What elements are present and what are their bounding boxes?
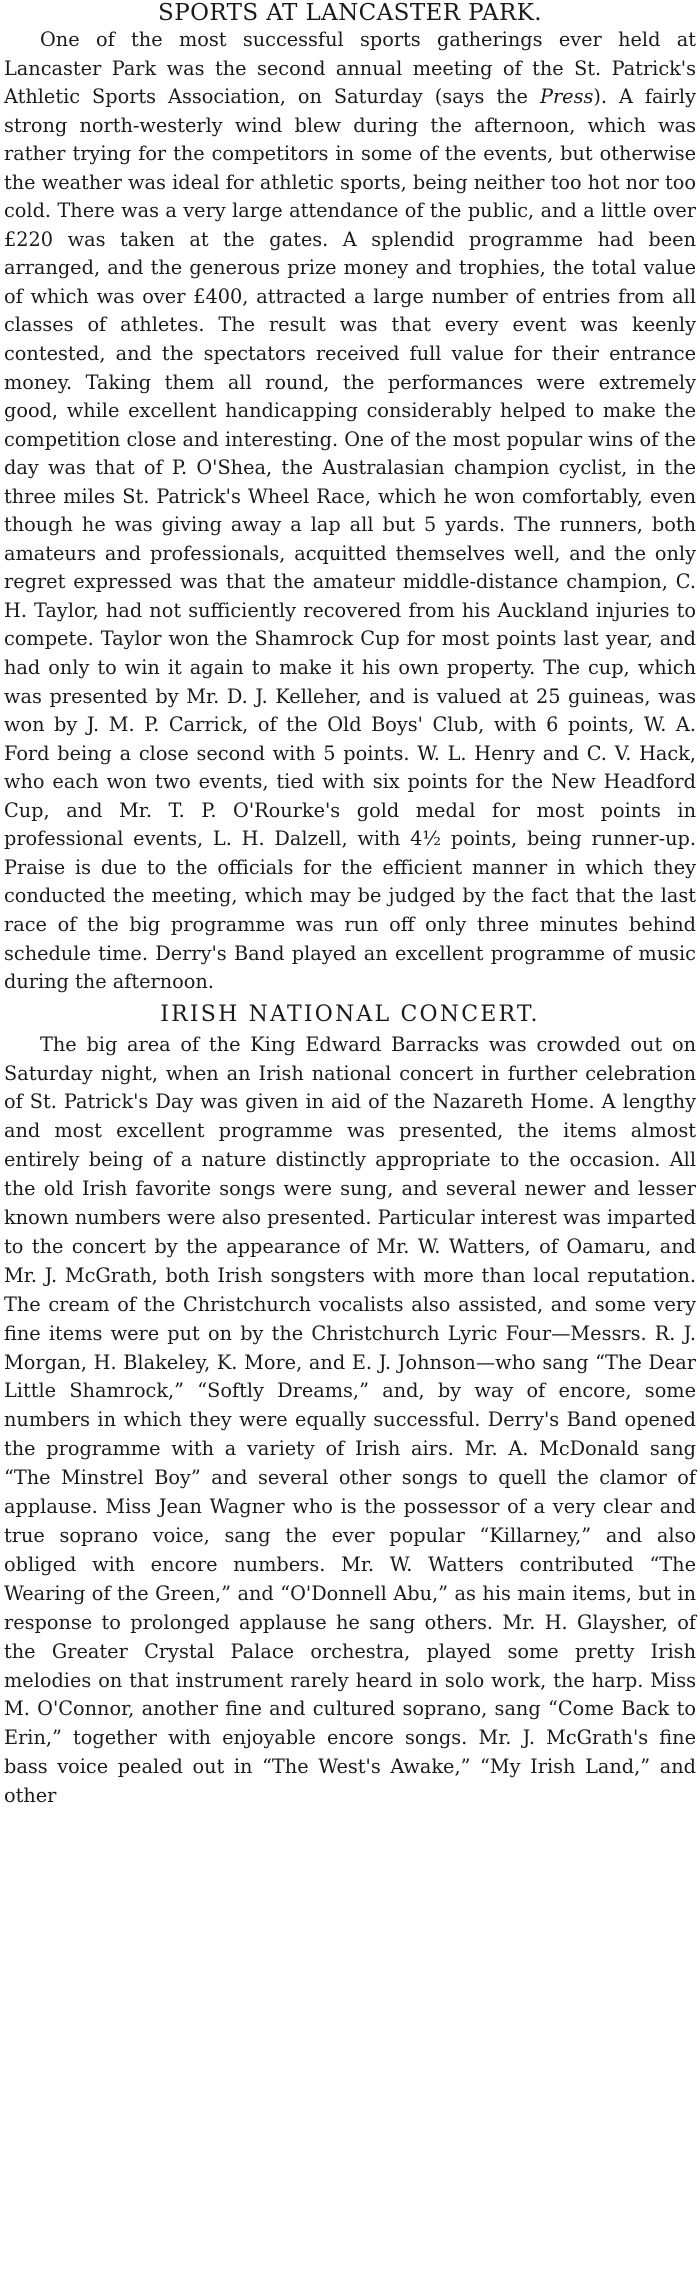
- article-headline: IRISH NATIONAL CONCERT.: [160, 1001, 540, 1027]
- body-text-start: One of the most successful sports gatherings ever held at Lancaster Park was the second annual meeting of the St. Patrick's Athletic Sports Association, on Saturday (says the: [4, 28, 696, 109]
- article-sports-at-lancaster-park: [4, 0, 696, 997]
- article-body: [4, 26, 696, 997]
- article-irish-national-concert: [4, 999, 696, 1811]
- italic-source-name: Press: [539, 85, 594, 109]
- article-headline: SPORTS AT LANCASTER PARK.: [158, 0, 542, 26]
- article-body: The big area of the King Edward Barracks was crowded out on Saturday night, when an Irish national concert in further celebration of St. Patrick's Day was given in aid of the Nazareth Home. A lengthy and most excellent programme was presented, the items almost entirely being of a nature distinctly appropriate to the occasion. All the old Irish favorite songs were sung, and several newer and lesser known numbers were also presented. Particular interest was imparted to the concert by the appearance of Mr. W. Watters, of Oamaru, and Mr. J. McGrath, both Irish songsters with more than local reputation. The cream of the Christchurch vocalists also assisted, and some very fine items were put on by the Christchurch Lyric Four—Messrs. R. J. Morgan, H. Blakeley, K. More, and E. J. Johnson—who sang “The Dear Little Shamrock,” “Softly Dreams,” and, by way of encore, some numbers in which they were equally successful. Derry's Band opened the programme with a variety of Irish airs. Mr. A. McDonald sang “The Minstrel Boy” and several other songs to quell the clamor of applause. Miss Jean Wagner who is the possessor of a very clear and true soprano voice, sang the ever popular “Killarney,” and also obliged with encore numbers. Mr. W. Watters contributed “The Wearing of the Green,” and “O'Donnell Abu,” as his main items, but in response to prolonged applause he sang others. Mr. H. Glaysher, of the Greater Crystal Palace orchestra, played some pretty Irish melodies on that instrument rarely heard in solo work, the harp. Miss M. O'Connor, another fine and cultured soprano, sang “Come Back to Erin,” together with enjoyable encore songs. Mr. J. McGrath's fine bass voice pealed out in “The West's Awake,” “My Irish Land,” and other: [4, 1032, 696, 1808]
- body-text-rest: ). A fairly strong north-westerly wind blew during the afternoon, which was rather trying for the competitors in some of the events, but otherwise the weather was ideal for athletic sports, being neither too hot nor too cold. There was a very large attendance of the public, and a little over £220 was taken at the gates. A splendid programme had been arranged, and the generous prize money and trophies, the total value of which was over £400, attracted a large number of entries from all classes of athletes. The result was that every event was keenly contested, and the spectators received full value for their entrance money. Taking them all round, the performances were extremely good, while excellent handicapping considerably helped to make the competition close and interesting. One of the most popular wins of the day was that of P. O'Shea, the Australasian champion cyclist, in the three miles St. Patrick's Wheel Race, which he won comfortably, even though he was giving away a lap all but 5 yards. The runners, both amateurs and professionals, acquitted themselves well, and the only regret expressed was that the amateur middle-distance champion, C. H. Taylor, had not sufficiently recovered from his Auckland injuries to compete. Taylor won the Shamrock Cup for most points last year, and had only to win it again to make it his own property. The cup, which was presented by Mr. D. J. Kelleher, and is valued at 25 guineas, was won by J. M. P. Carrick, of the Old Boys' Club, with 6 points, W. A. Ford being a close second with 5 points. W. L. Henry and C. V. Hack, who each won two events, tied with six points for the New Headford Cup, and Mr. T. P. O'Rourke's gold medal for most points in professional events, L. H. Dalzell, with 4½ points, being runner-up. Praise is due to the officials for the efficient manner in which they conducted the meeting, which may be judged by the fact that the last race of the big programme was run off only three minutes behind schedule time. Derry's Band played an excellent programme of music during the afternoon.: [4, 85, 696, 994]
